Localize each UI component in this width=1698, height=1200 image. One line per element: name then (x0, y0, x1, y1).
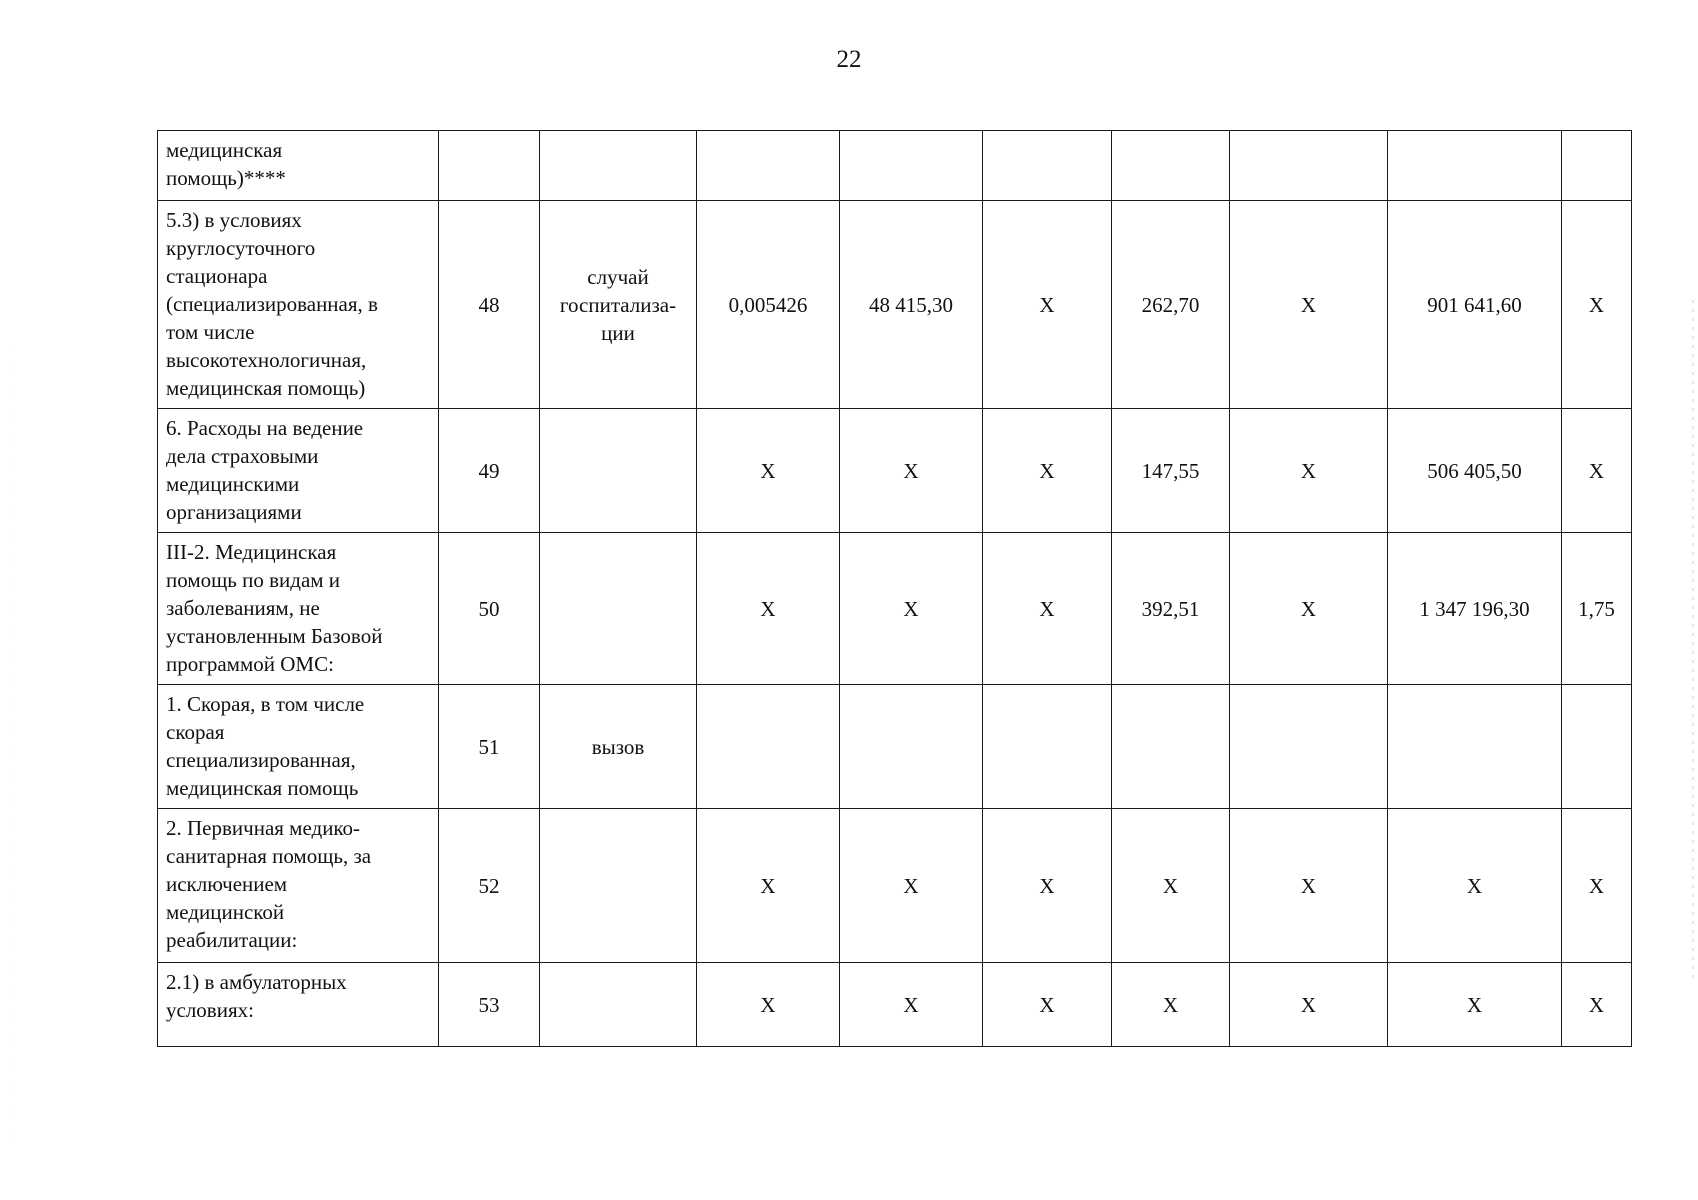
row-number-cell: 49 (439, 409, 540, 533)
value-cell (1562, 131, 1632, 201)
value-cell: Х (1230, 963, 1388, 1047)
row-number-cell: 48 (439, 201, 540, 409)
row-number-cell: 53 (439, 963, 540, 1047)
page-number: 22 (836, 46, 862, 73)
value-cell: Х (1230, 201, 1388, 409)
unit-cell (540, 409, 697, 533)
value-cell: Х (1112, 963, 1230, 1047)
value-cell (1562, 685, 1632, 809)
table-row (158, 201, 1632, 409)
value-cell: 48 415,30 (840, 201, 983, 409)
value-cell: Х (697, 409, 840, 533)
value-cell (840, 131, 983, 201)
value-cell: Х (983, 201, 1112, 409)
value-cell: Х (840, 409, 983, 533)
value-cell: Х (983, 963, 1112, 1047)
value-cell (697, 131, 840, 201)
row-number-cell: 50 (439, 533, 540, 685)
unit-cell (540, 131, 697, 201)
value-cell: Х (840, 809, 983, 963)
row-number-cell: 51 (439, 685, 540, 809)
value-cell: Х (1388, 963, 1562, 1047)
value-cell (1388, 131, 1562, 201)
scan-edge-artifact (1692, 300, 1694, 980)
value-cell: Х (697, 963, 840, 1047)
row-name-cell: 5.3) в условиях круглосуточного стационара (специализированная, в том числе высокотехнологичная, медицинская помощь) (158, 201, 439, 409)
value-cell: Х (983, 533, 1112, 685)
value-cell: Х (1562, 201, 1632, 409)
unit-cell (540, 809, 697, 963)
value-cell: 1 347 196,30 (1388, 533, 1562, 685)
unit-cell: вызов (540, 685, 697, 809)
row-name-cell: 2.1) в амбулаторных условиях: (158, 963, 439, 1047)
table-row (158, 685, 1632, 809)
table-body (158, 131, 1632, 1047)
value-cell: 147,55 (1112, 409, 1230, 533)
financing-table (157, 130, 1632, 1047)
value-cell: 0,005426 (697, 201, 840, 409)
unit-cell (540, 963, 697, 1047)
value-cell: Х (1230, 809, 1388, 963)
value-cell: Х (697, 809, 840, 963)
row-name-cell: III-2. Медицинская помощь по видам и заболеваниям, не установленным Базовой программой ОМС: (158, 533, 439, 685)
value-cell (983, 131, 1112, 201)
value-cell: Х (1562, 809, 1632, 963)
value-cell (1112, 131, 1230, 201)
value-cell: Х (983, 809, 1112, 963)
value-cell: Х (697, 533, 840, 685)
value-cell (840, 685, 983, 809)
row-name-cell: 2. Первичная медико- санитарная помощь, за исключением медицинской реабилитации: (158, 809, 439, 963)
value-cell: Х (1562, 409, 1632, 533)
value-cell: Х (1230, 533, 1388, 685)
row-number-cell (439, 131, 540, 201)
row-name-cell: 1. Скорая, в том числе скорая специализированная, медицинская помощь (158, 685, 439, 809)
table-row (158, 409, 1632, 533)
value-cell: 506 405,50 (1388, 409, 1562, 533)
value-cell (1230, 685, 1388, 809)
value-cell (1112, 685, 1230, 809)
row-name-cell: медицинская помощь)**** (158, 131, 439, 201)
value-cell (1230, 131, 1388, 201)
table-row (158, 533, 1632, 685)
value-cell: 392,51 (1112, 533, 1230, 685)
table-row (158, 809, 1632, 963)
unit-cell (540, 533, 697, 685)
table-row (158, 963, 1632, 1047)
value-cell (697, 685, 840, 809)
value-cell: Х (1230, 409, 1388, 533)
value-cell: Х (1112, 809, 1230, 963)
scan-edge-artifact-left (10, 350, 11, 1150)
value-cell: Х (1562, 963, 1632, 1047)
row-name-cell: 6. Расходы на ведение дела страховыми медицинскими организациями (158, 409, 439, 533)
value-cell (983, 685, 1112, 809)
value-cell: Х (983, 409, 1112, 533)
table-row (158, 131, 1632, 201)
unit-cell: случай госпитализа- ции (540, 201, 697, 409)
value-cell: 1,75 (1562, 533, 1632, 685)
value-cell: 262,70 (1112, 201, 1230, 409)
value-cell: Х (1388, 809, 1562, 963)
value-cell: 901 641,60 (1388, 201, 1562, 409)
row-number-cell: 52 (439, 809, 540, 963)
value-cell: Х (840, 963, 983, 1047)
value-cell: Х (840, 533, 983, 685)
value-cell (1388, 685, 1562, 809)
